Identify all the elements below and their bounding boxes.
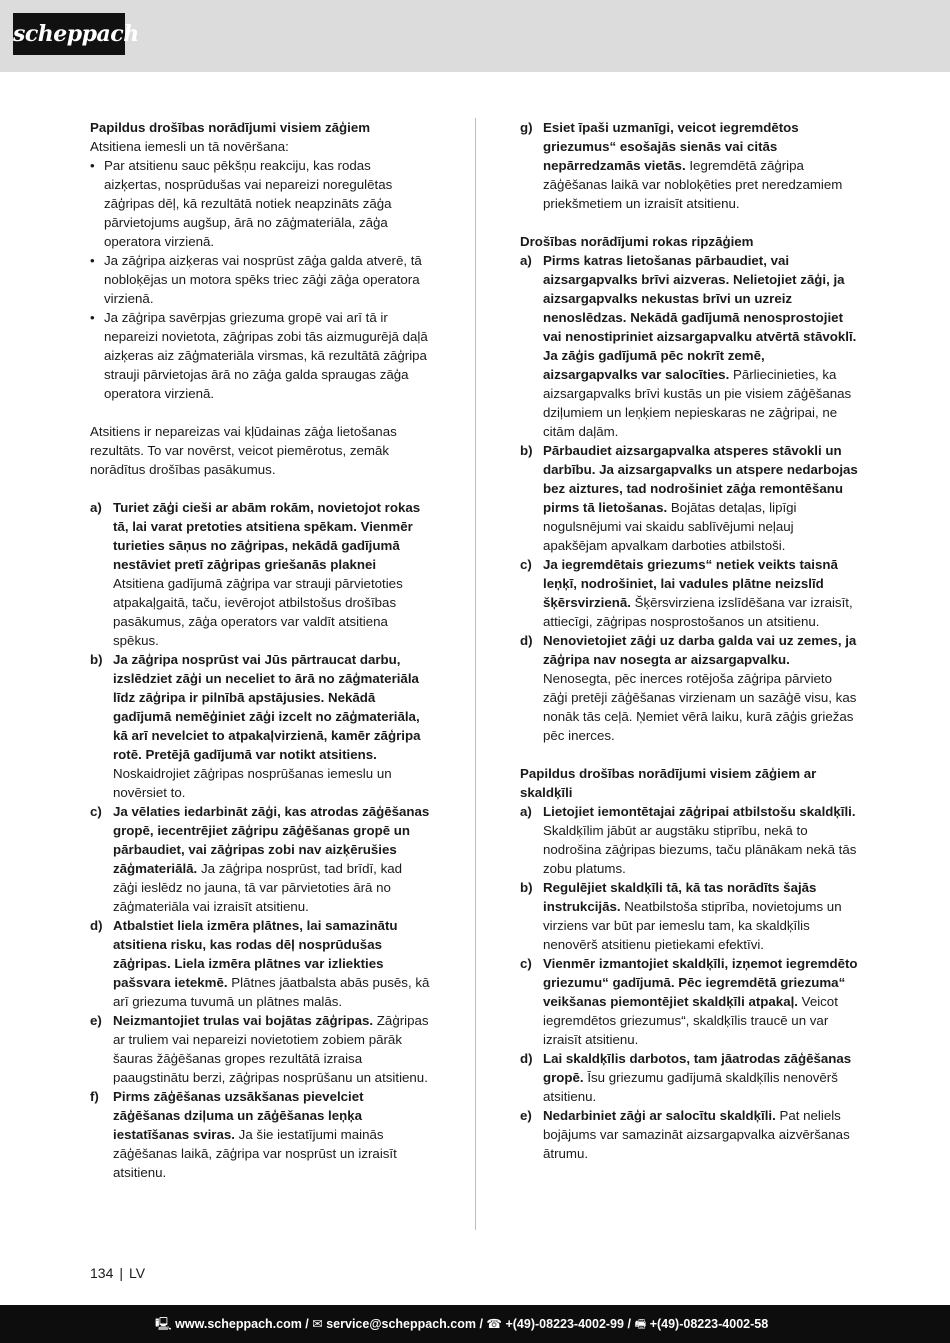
list-item: c) Ja vēlaties iedarbināt zāģi, kas atrodas zāģēšanas gropē, iecentrējiet zāģripu zāģēšanas gropē un pārbaudiet, vai zāģripas zobi nav aizķērušies zāģmateriālā. Ja zāģripa nosprūst, tad brīdī, kad zāģi ieslēdz no jauna, tā var pārvietoties ārā no zāģmateriāla vai izraisīt atsitienu.: [90, 804, 430, 914]
website-link[interactable]: www.scheppach.com: [175, 1317, 302, 1331]
bullet-item: • Ja zāģripa savērpjas griezuma gropē vai arī tā ir nepareizi novietota, zāģripas zobi tās aizmugurējā daļā aizķeras aiz zāģmateriāla virsmas, kā rezultātā zāģripa strauji pārvietojas ārā no zāģa galda spraugas zāģa operatora virzienā.: [90, 310, 428, 401]
bullet-item: • Ja zāģripa aizķeras vai nosprūst zāģa galda atverē, tā nobloķējas un motora spēks triec zāģi zāģa operatora virzienā.: [90, 253, 422, 306]
section-heading: Papildus drošības norādījumi visiem zāģiem ar skaldķīli: [520, 766, 817, 800]
fax-number: +(49)-08223-4002-58: [649, 1317, 769, 1331]
list-item: a) Pirms katras lietošanas pārbaudiet, vai aizsargapvalks brīvi aizveras. Nelietojiet zāģi, ja aizsargapvalks nekustas brīvi un uzreiz nenoslēdzas. Nekādā gadījumā nenosprostojiet vai nenostipriniet aizsargapvalku atvērtā stāvoklī. Ja zāģis gadījumā pēc nokrīt zemē, aizsargapvalks var salocīties. Pārliecinieties, ka aizsargapvalks brīvi kustās un pie visiem zāģēšanas dziļumiem un leņķiem nepieskaras ne zāģripai, ne citām daļām.: [520, 253, 857, 439]
intro-text: Atsitiena iemesli un tā novēršana:: [90, 139, 289, 154]
phone-icon: ☎: [486, 1317, 502, 1331]
list-item: f) Pirms zāģēšanas uzsākšanas pievelciet zāģēšanas dziļuma un zāģēšanas leņķa iestatīšanas sviras. Ja šie iestatījumi mainās zāģēšanas laikā, zāģripa var nosprūst un izraisīt atsitienu.: [90, 1089, 397, 1180]
list-item: d) Nenovietojiet zāģi uz darba galda vai uz zemes, ja zāģripa nav nosegta ar aizsargapvalku. Nenosegta, pēc inerces rotējoša zāģripa pārvieto zāģi pretēji zāģēšanas virzienam un sazāģē visu, kas nonāk tās ceļā. Ņemiet vērā laiku, kurā zāģis griežas pēc inerces.: [520, 633, 857, 743]
list-item: b) Pārbaudiet aizsargapvalka atsperes stāvokli un darbību. Ja aizsargapvalks un atspere nedarbojas bez aiztures, tad nodrošiniet zāģa remontēšanu pirms tā lietošanas. Bojātas detaļas, lipīgi nogulsnējumi vai skaidu sablīvējumi neļauj apakšējam apvalkam darboties atbilstoši.: [520, 443, 858, 553]
page-footer: 🖳 www.scheppach.com / ✉ service@scheppach.com / ☎ +(49)-08223-4002-99 / 🖷 +(49)-08223-4002-58: [0, 1305, 950, 1343]
list-item: e) Neizmantojiet trulas vai bojātas zāģripas. Zāģripas ar truliem vai nepareizi novietotiem zobiem pārāk šauras žāģēšanas gropes rezultātā izraisa paaugstinātu berzi, zāģripas nosprūšanu un atsitienu.: [90, 1013, 429, 1085]
mail-icon: ✉: [312, 1317, 323, 1331]
fax-icon: 🖷: [634, 1317, 647, 1331]
section-heading: Drošības norādījumi rokas ripzāģiem: [520, 234, 754, 249]
column-divider: [475, 118, 476, 1230]
page-header: [0, 0, 950, 72]
list-item: d) Atbalstiet liela izmēra plātnes, lai samazinātu atsitiena risku, kas rodas dēļ nosprūdušas zāģripas. Liela izmēra plātnes var izliekties pašsvara ietekmē. Plātnes jāatbalsta abās pusēs, kā arī griezuma tuvumā un plātnes malās.: [90, 918, 430, 1009]
phone-number: +(49)-08223-4002-99: [505, 1317, 624, 1331]
right-column: [520, 118, 860, 1163]
scheppach-logo: scheppach: [13, 13, 125, 55]
list-item: a) Turiet zāģi cieši ar abām rokām, novietojot rokas tā, lai varat pretoties atsitiena spēkam. Vienmēr turieties sāņus no zāģripas, nekādā gadījumā nestāviet pretī zāģripas griešanās plaknei Atsitiena gadījumā zāģripa var strauji pārvietoties atpakaļgaitā, taču, ievērojot atbilstošus drošības pasākumus, zāģa operators var valdīt atsitiena spēkus.: [90, 500, 421, 648]
section-heading: Papildus drošības norādījumi visiem zāģiem: [90, 120, 371, 135]
page-number: 134 | LV: [90, 1265, 146, 1281]
list-item: e) Nedarbiniet zāģi ar salocītu skaldķīli. Pat neliels bojājums var samazināt aizsargapvalka aizvēršanas ātrumu.: [520, 1108, 850, 1161]
list-item: d) Lai skaldķīlis darbotos, tam jāatrodas zāģēšanas gropē. Īsu griezumu gadījumā skaldķīlis nenovērš atsitienu.: [520, 1051, 852, 1104]
list-item: c) Ja iegremdētais griezums“ netiek veikts taisnā leņķī, nodrošiniet, lai vadules plātne neizslīd šķērsvirzienā. Šķērsvirziena izslīdēšana var izraisīt, attiecīgi, zāģripas nosprostošanos un atsitienu.: [520, 557, 853, 629]
list-item: b) Ja zāģripa nosprūst vai Jūs pārtraucat darbu, izslēdziet zāģi un neceliet to ārā no zāģmateriāla līdz zāģripa ir pilnībā apstājusies. Nekādā gadījumā nemēģiniet zāģi izcelt no zāģmateriāla, kā arī nevelciet to atpakaļvirzienā, kamēr zāģripa rotē. Pretējā gadījumā var notikt atsitiens. Noskaidrojiet zāģripas nosprūšanas iemeslu un novērsiet to.: [90, 652, 421, 800]
list-item: g) Esiet īpaši uzmanīgi, veicot iegremdētos griezumus“ esošajās sienās vai citās nepārredzamās vietās. Iegremdētā zāģripa zāģēšanas laikā var nobloķēties pret neredzamiem priekšmetiem un izraisīt atsitienu.: [520, 120, 843, 211]
left-column: [90, 118, 430, 1182]
list-item: c) Vienmēr izmantojiet skaldķīli, izņemot iegremdēto griezumu“ gadījumā. Pēc iegremdētā griezuma“ veikšanas piemontējiet skaldķīli atpakaļ. Veicot iegremdētos griezumus“, skaldķīlis traucē un var izraisīt atsitienu.: [520, 956, 858, 1047]
computer-icon: 🖳: [155, 1317, 172, 1331]
paragraph: Atsitiens ir nepareizas vai kļūdainas zāģa lietošanas rezultāts. To var novērst, veicot piemērotus, zemāk norādītus drošības pasākumus.: [90, 424, 397, 477]
email-link[interactable]: service@scheppach.com: [326, 1317, 476, 1331]
list-item: b) Regulējiet skaldķīli tā, kā tas norādīts šajās instrukcijās. Neatbilstoša stiprība, novietojums un virziens var būt par iemeslu tam, ka skaldķīlis nenovērš atsitienu pietiekami efektīvi.: [520, 880, 842, 952]
list-item: a) Lietojiet iemontētajai zāģripai atbilstošu skaldķīli. Skaldķīlim jābūt ar augstāku stiprību, nekā to nodrošina zāģripas biezums, taču plānākam nekā tās zobu platums.: [520, 804, 857, 876]
bullet-item: • Par atsitienu sauc pēkšņu reakciju, kas rodas aizķertas, nosprūdušas vai nepareizi noregulētas zāģripas dēļ, kā rezultātā notiek neapzināts zāģa pārvietojums augšup, ārā no zāģmateriāla, zāģa operatora virzienā.: [90, 158, 393, 249]
